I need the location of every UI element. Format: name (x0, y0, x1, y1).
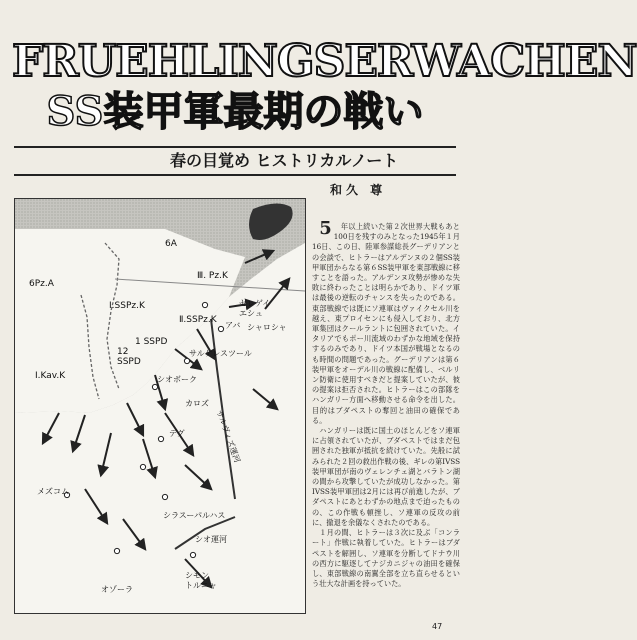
label-ozora: オゾーラ (101, 585, 133, 594)
label-sharosha: シャロシャ (247, 323, 287, 332)
header-subtitle: SS装甲軍最期の戦い (46, 88, 424, 135)
label-simontornya: シモン トルニャ (185, 571, 217, 590)
attack-arrow (143, 439, 155, 477)
attack-arrow (127, 403, 143, 435)
map-graphic (15, 199, 305, 613)
page-number: 47 (432, 622, 443, 631)
town-marker (152, 384, 157, 389)
author-name: 和久 尊 (330, 183, 387, 197)
label-12sspd: 12 SSPD (117, 347, 141, 367)
attack-arrow (43, 413, 59, 443)
battle-map (14, 198, 306, 614)
label-3pzk: Ⅲ. Pz.K (197, 271, 228, 281)
label-6a: 6A (165, 239, 177, 249)
article-body (312, 218, 460, 616)
town-marker (218, 326, 223, 331)
label-sarkeresztur: サルケレスツール (189, 349, 252, 358)
header-rule-bottom (14, 174, 456, 176)
label-2sspzk: Ⅱ.SSPz.K (179, 315, 217, 325)
header-rule-top (14, 146, 456, 148)
drop-cap: 5 (319, 218, 332, 239)
article-paragraph: １月の間、ヒトラーは３次に及ぶ「コンラート」作戦に執着していた。ヒトラーはブダペストを解囲し、ソ連軍を分断してドナウ川の西方に駆逐してナジカニジャの油田を確保し、東部戦線の南翼全部を立ち直らせるという壮大な計画を持っていた。 (312, 528, 460, 589)
town-marker (184, 358, 189, 363)
label-shioboku: シオボーク (157, 375, 197, 384)
label-1sspzk: Ⅰ.SSPz.K (109, 301, 145, 311)
label-karozu: カロズ (185, 399, 209, 408)
attack-arrow (101, 433, 111, 475)
attack-arrow (185, 465, 211, 489)
label-1sspd: 1 SSPD (135, 337, 168, 347)
paragraph-text: 年以上続いた第２次世界大戦もあと100日を残すのみとなった1945年１月16日、この日、陸軍参謀総長グーデリアンとの会談で、ヒトラーはアルデンヌの２個SS装甲軍団からなる第６SS装甲軍を東部戦線に移すことを語った。アルデンヌ攻勢が惨めな失敗に終わったことは明らかであり、ドイツ軍は最後の逆転のチャンスを失ったのである。東部戦線では既にソ連軍はヴァイクセル川を越え、東プロイセンにも侵入しており、北方軍集団はクールラントに包囲されていた。イタリアでもポー川流域のわずかな地域を保持するのみであり、ドイツ本国が戦場となるのも時間の問題であった。グーデリアンは第６装甲軍をオーデル川の戦線に配備し、ベルリン防衛に使用すべきだと提案していたが、彼の提案は拒否された。ヒトラーはこの部隊をハンガリー方面へ移動させる命令を出した。目的はブダペストの奪回と油田の確保である。 (312, 222, 460, 425)
label-deg: デグ (169, 429, 185, 438)
series-title: 春の目覚め ヒストリカルノート (170, 151, 399, 170)
town-marker (114, 548, 119, 553)
attack-arrow (123, 519, 145, 549)
header-title: FRUEHLINGSERWACHEN (12, 36, 637, 87)
town-marker (162, 494, 167, 499)
attack-arrow (85, 489, 107, 523)
attack-arrow (253, 389, 277, 409)
label-6pza: 6Pz.A (29, 279, 54, 289)
label-sio-canal: シオ運河 (195, 535, 227, 544)
town-marker (158, 436, 163, 441)
label-1kavk: Ⅰ.Kav.K (35, 371, 66, 381)
label-sekegye: セレゲイ エシュ (239, 299, 271, 318)
label-silaspuspok: シラスーパルハス (163, 511, 226, 520)
label-sarviz-canal: サルヴィズ運河 (214, 409, 242, 464)
town-marker (190, 552, 195, 557)
attack-arrow (73, 415, 85, 451)
town-marker (140, 464, 145, 469)
article-paragraph: ハンガリーは既に国土のほとんどをソ連軍に占領されていたが、ブダペストではまだ包囲された独軍が抵抗を続けていた。先般に試みられた２回の救出作戦の後、ギレの第IVSS装甲軍団が南のヴェレンチェ湖とバラトン湖の間から攻撃していたが成功しなかった。第IVSS装甲軍団は2月には再び前進したが、ブダペストにあとわずかの地点まで迫ったものの、この作戦も頓挫し、ソ連軍の反攻の前に、撤退を余儀なくされたのである。 (312, 426, 460, 527)
article-paragraph (312, 218, 460, 426)
label-aba: アバ (225, 321, 241, 330)
label-mezokomu: メズコム (37, 487, 69, 496)
town-marker (202, 302, 207, 307)
